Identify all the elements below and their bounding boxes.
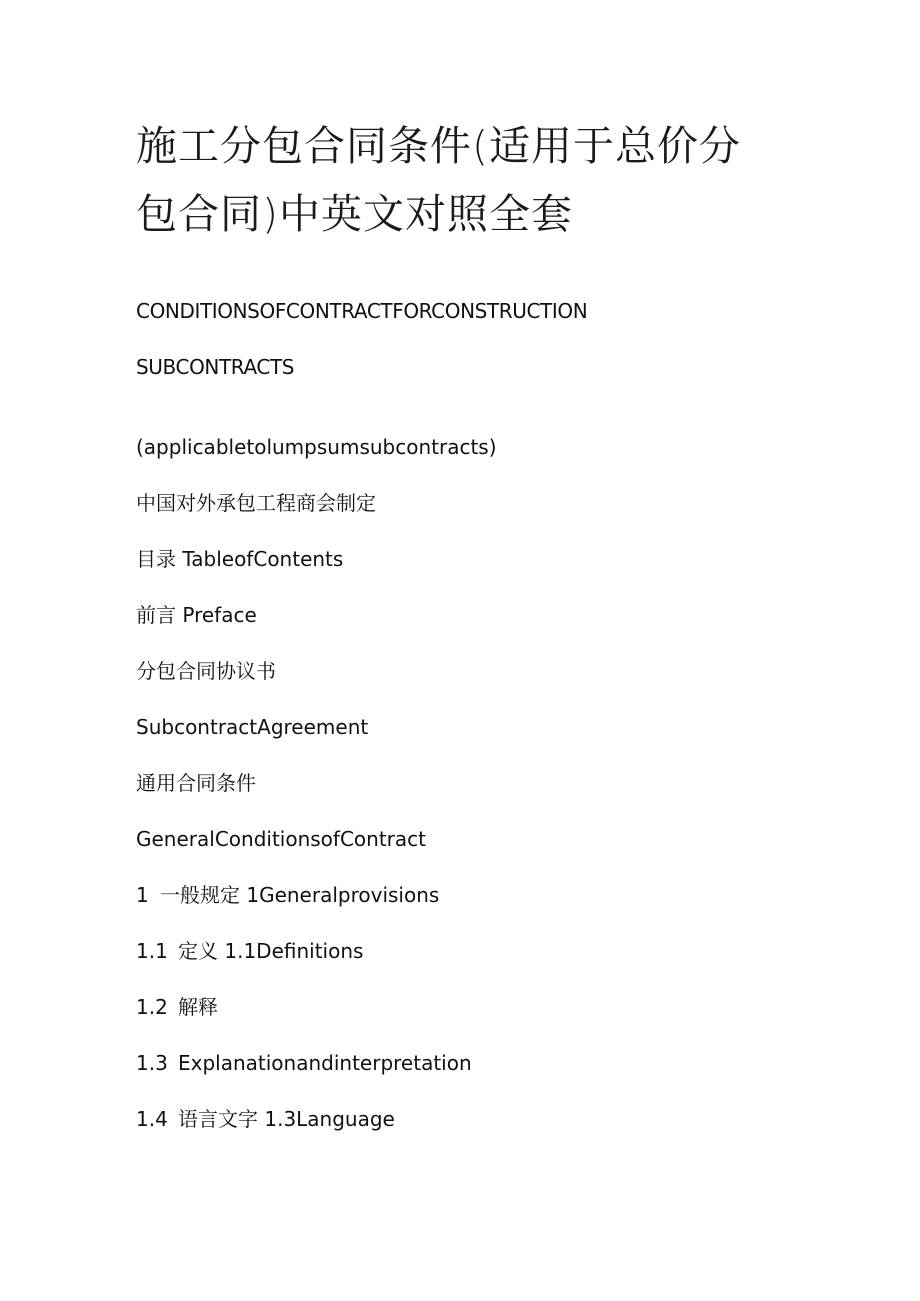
toc-entry-1-1 <box>136 938 363 964</box>
toc-entry-text: 一般规定 1Generalprovisions <box>160 883 440 907</box>
toc-entry-number: 1.2 <box>136 995 168 1019</box>
document-title <box>136 112 776 248</box>
toc-entry-agreement-cn: 分包合同协议书 <box>136 659 276 683</box>
toc-entry-1-3 <box>136 1050 472 1076</box>
toc-entry-number: 1.3 <box>136 1051 168 1075</box>
toc-entry-text: Explanationandinterpretation <box>178 1051 472 1075</box>
title-line-2: 包合同)中英文对照全套 <box>136 190 573 238</box>
toc-entry-text: 定义 1.1Definitions <box>178 939 364 963</box>
english-title-line-2: SUBCONTRACTS <box>136 355 295 379</box>
toc-entry-1 <box>136 882 439 908</box>
issuer-line: 中国对外承包工程商会制定 <box>136 491 376 515</box>
toc-entry-number: 1.1 <box>136 939 168 963</box>
toc-entry-text: 语言文字 1.3Language <box>178 1107 395 1131</box>
toc-heading: 目录 TableofContents <box>136 547 344 571</box>
toc-entry-general-conditions-en: GeneralConditionsofContract <box>136 827 426 851</box>
toc-entry-number: 1 <box>136 883 149 907</box>
title-line-1: 施工分包合同条件(适用于总价分 <box>136 122 741 170</box>
toc-entry-general-conditions-cn: 通用合同条件 <box>136 771 256 795</box>
toc-entry-agreement-en: SubcontractAgreement <box>136 715 369 739</box>
english-subtitle: (applicabletolumpsumsubcontracts) <box>136 435 497 459</box>
toc-entry-1-4 <box>136 1106 395 1132</box>
toc-entry-preface: 前言 Preface <box>136 603 257 627</box>
toc-entry-1-2 <box>136 994 218 1020</box>
toc-entry-number: 1.4 <box>136 1107 168 1131</box>
toc-entry-text: 解释 <box>178 995 218 1019</box>
english-title-line-1: CONDITIONSOFCONTRACTFORCONSTRUCTION <box>136 299 588 323</box>
